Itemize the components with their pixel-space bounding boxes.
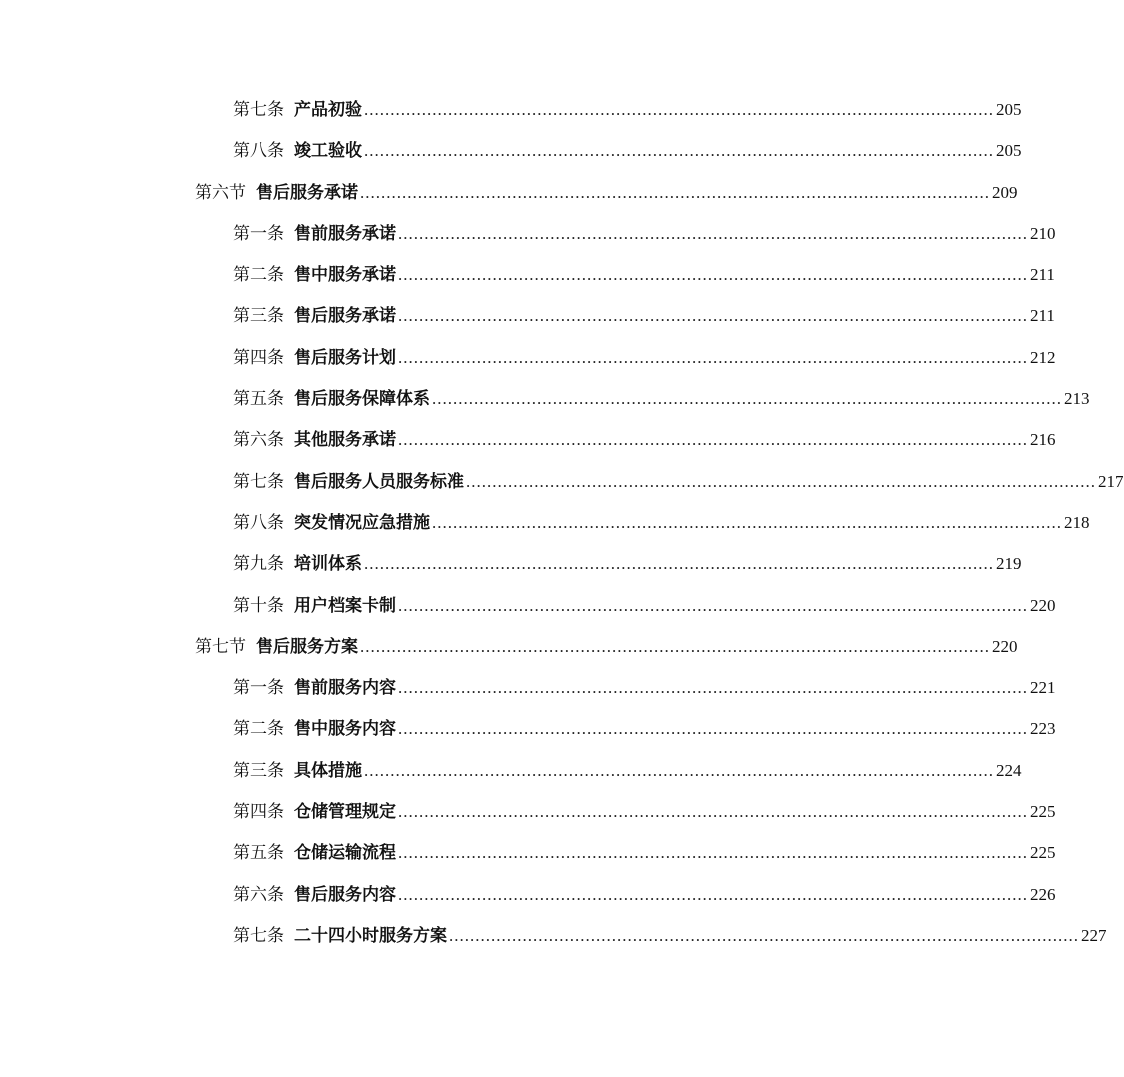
toc-dot-leader: ........................................................................................................................ [432, 512, 1062, 532]
toc-article-entry[interactable] [0, 674, 1056, 715]
toc-entry-page-number: 224 [996, 760, 1022, 780]
toc-entry-title: 仓储管理规定 [294, 802, 396, 823]
toc-entry-page-number: 223 [1030, 719, 1056, 739]
toc-dot-leader: ........................................................................................................................ [398, 430, 1028, 450]
toc-dot-leader: ........................................................................................................................ [398, 719, 1028, 739]
toc-entry-number: 第六节 [195, 182, 246, 203]
toc-article-entry[interactable] [0, 881, 1056, 922]
toc-article-entry[interactable] [0, 302, 1055, 343]
toc-entry-number: 第八条 [233, 512, 284, 533]
toc-entry-title: 二十四小时服务方案 [294, 925, 447, 946]
toc-entry-title: 售中服务承诺 [294, 265, 396, 286]
toc-entry-page-number: 218 [1064, 512, 1090, 532]
toc-dot-leader: ........................................................................................................................ [398, 678, 1028, 698]
toc-entry-title: 产品初验 [294, 100, 362, 120]
toc-entry-number: 第二条 [233, 265, 284, 286]
toc-entry-number: 第四条 [233, 347, 284, 368]
toc-dot-leader: ........................................................................................................................ [398, 843, 1028, 863]
toc-entry-page-number: 227 [1081, 925, 1107, 945]
toc-entry-page-number: 221 [1030, 678, 1056, 698]
toc-dot-leader: ........................................................................................................................ [360, 182, 990, 202]
toc-dot-leader: ........................................................................................................................ [398, 347, 1028, 367]
toc-entry-number: 第五条 [233, 389, 284, 410]
toc-entry-page-number: 205 [996, 141, 1022, 161]
toc-entry-number: 第一条 [233, 678, 284, 699]
toc-entry-number: 第二条 [233, 719, 284, 740]
toc-entry-number: 第三条 [233, 760, 284, 781]
toc-entry-number: 第五条 [233, 843, 284, 864]
toc-dot-leader: ........................................................................................................................ [398, 595, 1028, 615]
toc-entry-title: 具体措施 [294, 760, 362, 781]
toc-article-entry[interactable] [0, 344, 1056, 385]
toc-entry-title: 突发情况应急措施 [294, 512, 430, 533]
toc-article-entry[interactable] [0, 96, 1022, 137]
toc-dot-leader: ........................................................................................................................ [398, 802, 1028, 822]
toc-entry-page-number: 225 [1030, 802, 1056, 822]
toc-article-entry[interactable] [0, 839, 1056, 880]
toc-section-entry[interactable] [0, 179, 1018, 220]
toc-dot-leader: ........................................................................................................................ [398, 265, 1028, 285]
toc-entry-number: 第四条 [233, 802, 284, 823]
toc-dot-leader: ........................................................................................................................ [360, 636, 990, 656]
toc-entry-title: 售后服务承诺 [256, 182, 358, 203]
toc-entry-title: 售后服务内容 [294, 884, 396, 905]
toc-entry-title: 售后服务方案 [256, 636, 358, 657]
toc-entry-number: 第八条 [233, 141, 284, 162]
toc-article-entry[interactable] [0, 137, 1022, 178]
toc-entry-page-number: 211 [1030, 306, 1055, 326]
toc-entry-title: 售前服务内容 [294, 678, 396, 699]
toc-article-entry[interactable] [0, 798, 1056, 839]
toc-entry-number: 第六条 [233, 884, 284, 905]
toc-article-entry[interactable] [0, 468, 1124, 509]
toc-entry-page-number: 219 [996, 554, 1022, 574]
toc-dot-leader: ........................................................................................................................ [398, 306, 1028, 326]
toc-entry-page-number: 216 [1030, 430, 1056, 450]
toc-entry-title: 售后服务计划 [294, 347, 396, 368]
toc-entry-number: 第十条 [233, 595, 284, 616]
toc-entry-page-number: 210 [1030, 223, 1056, 243]
toc-dot-leader: ........................................................................................................................ [398, 223, 1028, 243]
toc-entry-number: 第七条 [233, 100, 284, 120]
toc-entry-title: 仓储运输流程 [294, 843, 396, 864]
toc-dot-leader: ........................................................................................................................ [432, 389, 1062, 409]
toc-entry-title: 其他服务承诺 [294, 430, 396, 451]
toc-entry-title: 用户档案卡制 [294, 595, 396, 616]
toc-article-entry[interactable] [0, 426, 1056, 467]
toc-entry-number: 第七条 [233, 925, 284, 946]
toc-entry-title: 培训体系 [294, 554, 362, 575]
toc-entry-page-number: 217 [1098, 471, 1124, 491]
table-of-contents [0, 96, 1124, 963]
toc-entry-page-number: 226 [1030, 884, 1056, 904]
toc-dot-leader: ........................................................................................................................ [364, 100, 994, 119]
toc-article-entry[interactable] [0, 385, 1090, 426]
toc-article-entry[interactable] [0, 715, 1056, 756]
toc-entry-number: 第三条 [233, 306, 284, 327]
toc-entry-number: 第七条 [233, 471, 284, 492]
toc-dot-leader: ........................................................................................................................ [364, 760, 994, 780]
toc-article-entry[interactable] [0, 550, 1022, 591]
toc-article-entry[interactable] [0, 592, 1056, 633]
toc-dot-leader: ........................................................................................................................ [364, 554, 994, 574]
toc-dot-leader: ........................................................................................................................ [398, 884, 1028, 904]
toc-article-entry[interactable] [0, 757, 1022, 798]
toc-article-entry[interactable] [0, 922, 1107, 963]
toc-entry-title: 售后服务承诺 [294, 306, 396, 327]
toc-article-entry[interactable] [0, 509, 1090, 550]
toc-entry-number: 第七节 [195, 636, 246, 657]
toc-entry-number: 第一条 [233, 223, 284, 244]
toc-entry-title: 售中服务内容 [294, 719, 396, 740]
toc-dot-leader: ........................................................................................................................ [466, 471, 1096, 491]
toc-entry-page-number: 205 [996, 100, 1022, 119]
toc-entry-page-number: 211 [1030, 265, 1055, 285]
toc-entry-title: 售后服务人员服务标准 [294, 471, 464, 492]
toc-entry-page-number: 220 [1030, 595, 1056, 615]
toc-entry-title: 售前服务承诺 [294, 223, 396, 244]
toc-article-entry[interactable] [0, 220, 1056, 261]
toc-entry-number: 第九条 [233, 554, 284, 575]
toc-entry-page-number: 220 [992, 636, 1018, 656]
toc-entry-number: 第六条 [233, 430, 284, 451]
toc-entry-page-number: 213 [1064, 389, 1090, 409]
toc-entry-page-number: 212 [1030, 347, 1056, 367]
toc-dot-leader: ........................................................................................................................ [449, 925, 1079, 945]
toc-entry-page-number: 225 [1030, 843, 1056, 863]
toc-section-entry[interactable] [0, 633, 1018, 674]
toc-article-entry[interactable] [0, 261, 1055, 302]
toc-dot-leader: ........................................................................................................................ [364, 141, 994, 161]
toc-entry-title: 售后服务保障体系 [294, 389, 430, 410]
toc-entry-title: 竣工验收 [294, 141, 362, 162]
toc-entry-page-number: 209 [992, 182, 1018, 202]
